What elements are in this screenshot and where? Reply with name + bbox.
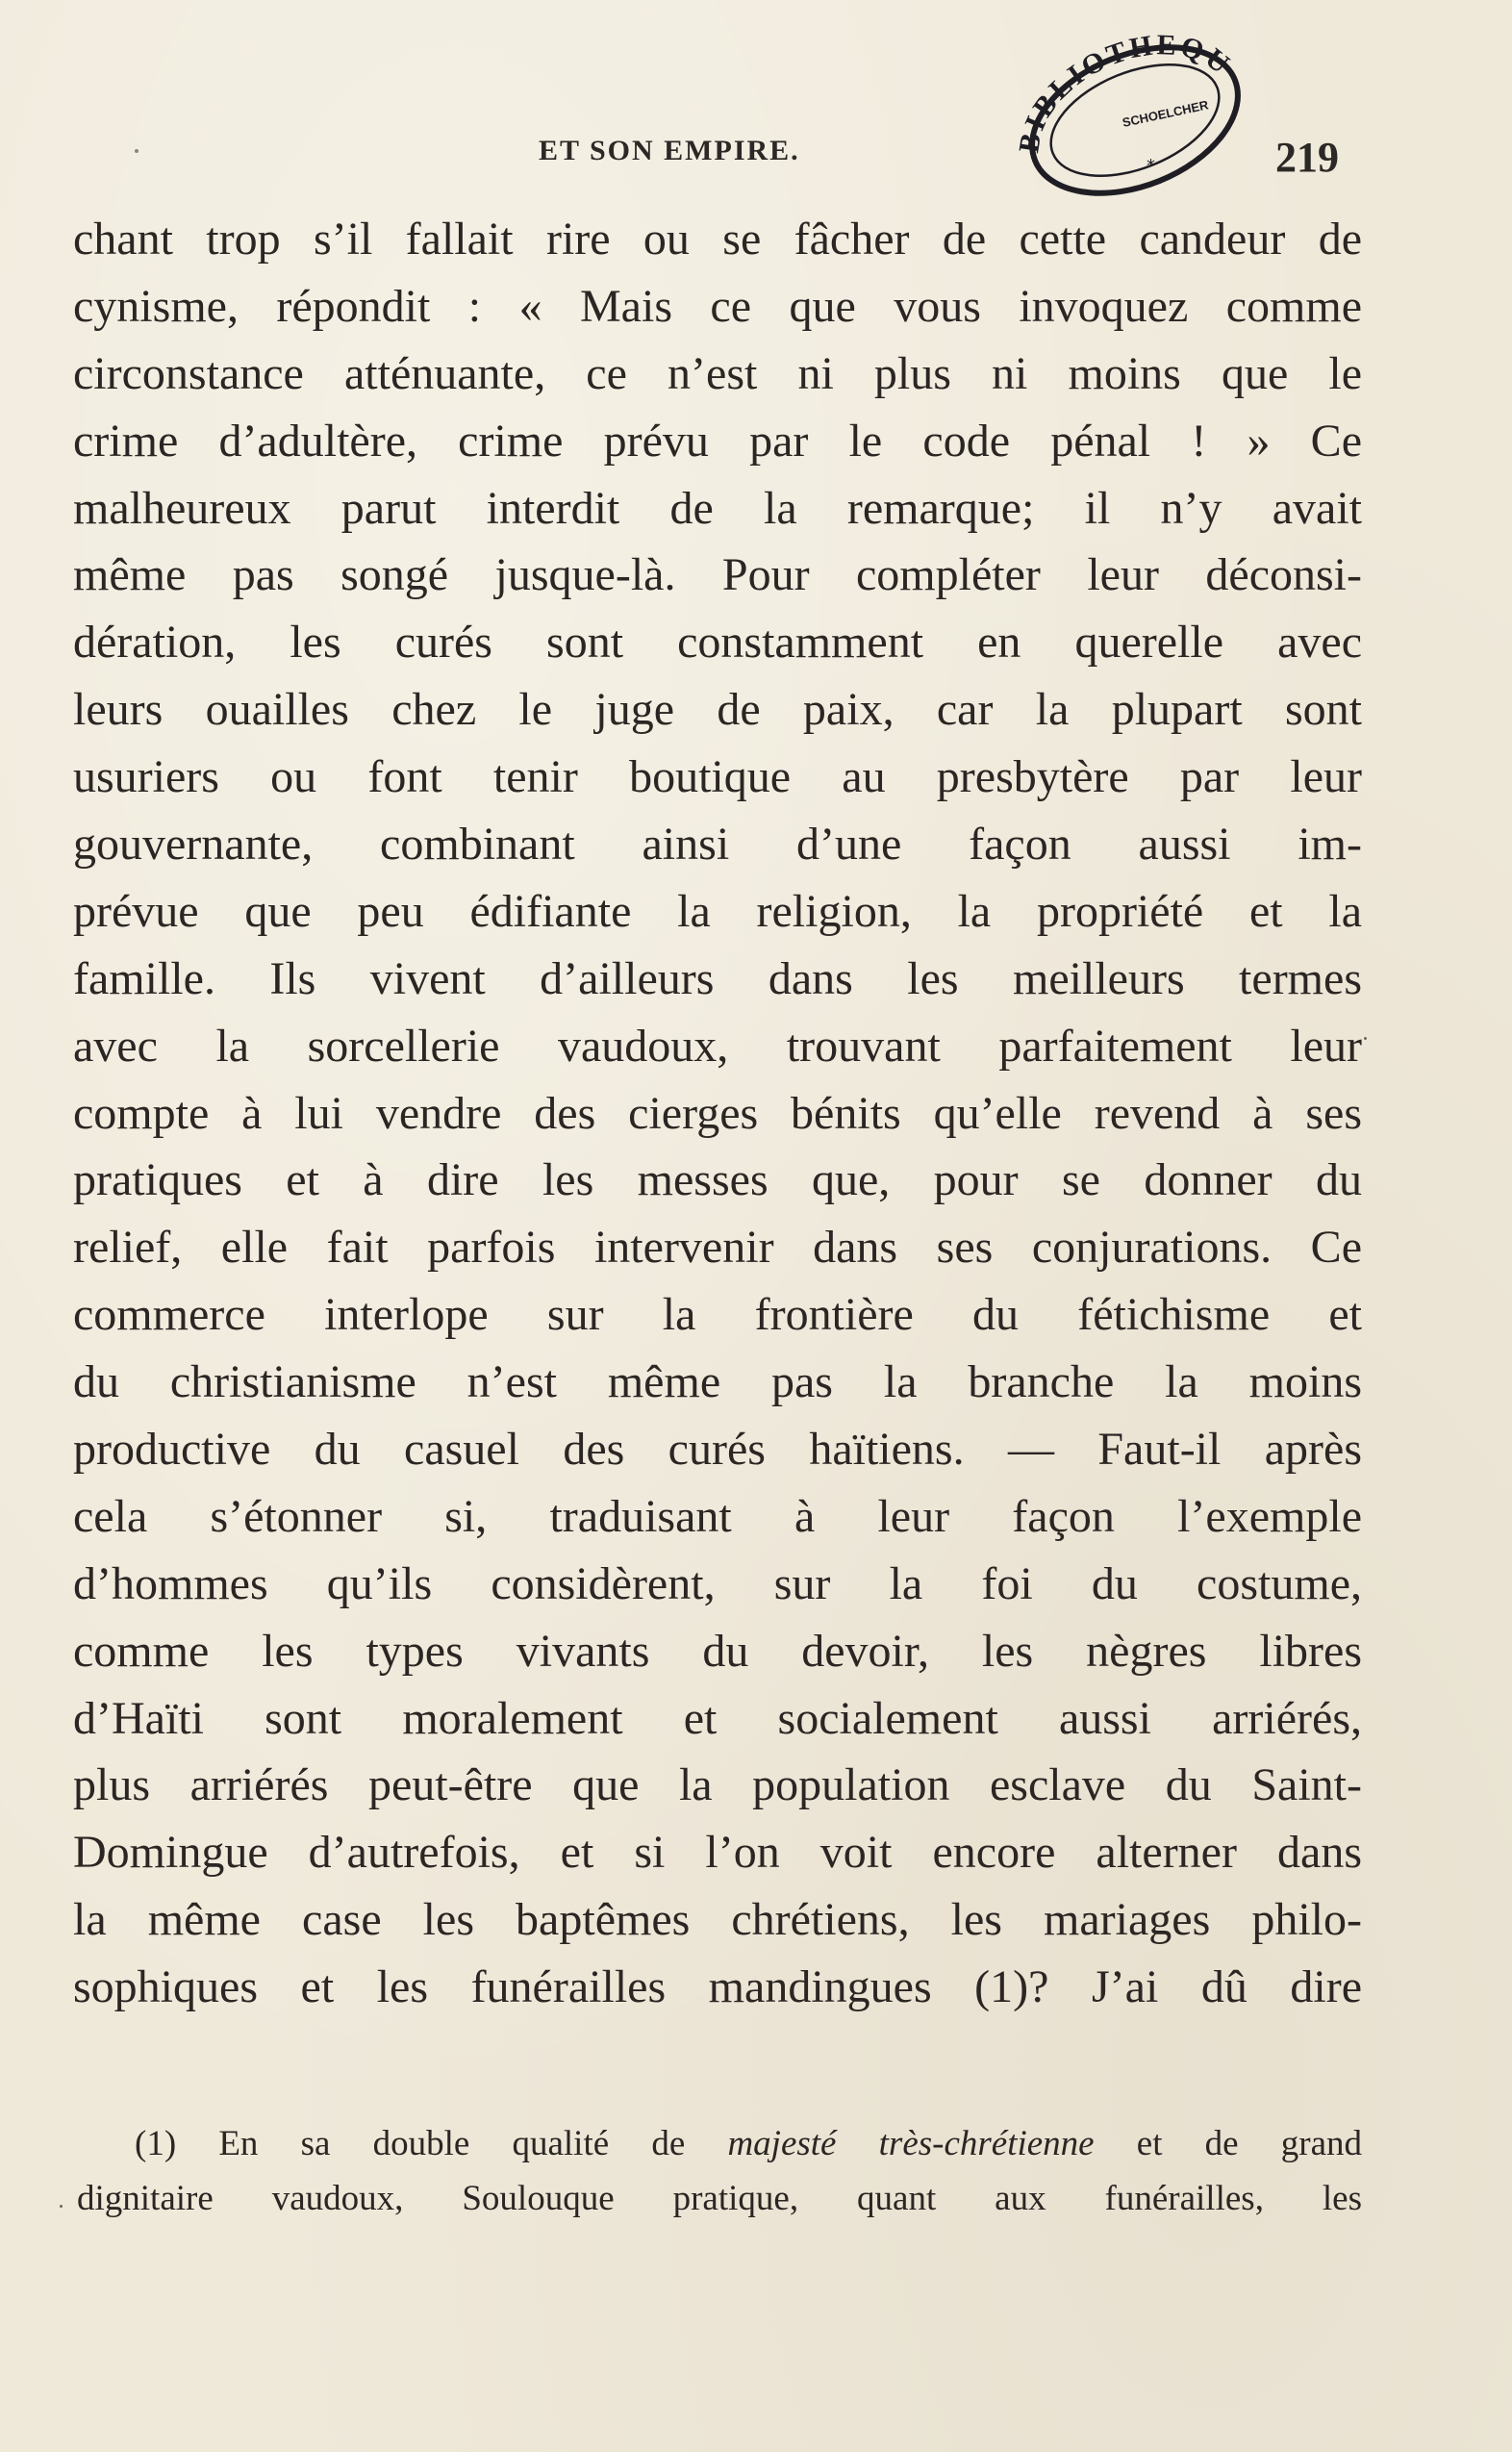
stamp-star-icon: *: [1147, 156, 1155, 176]
text-line: d’Haïti sont moralement et socialement aussi arriérés,: [73, 1692, 1362, 1744]
text-line: usuriers ou font tenir boutique au presbytère par leur: [73, 751, 1362, 803]
text-line: relief, elle fait parfois intervenir dans ses conjurations. Ce: [73, 1222, 1362, 1274]
footnote: [77, 2116, 1362, 2226]
text-line: leurs ouailles chez le juge de paix, car la plupart sont: [73, 684, 1362, 736]
text-line: Domingue d’autrefois, et si l’on voit encore alterner dans: [73, 1827, 1362, 1879]
text-line: la même case les baptêmes chrétiens, les mariages philo-: [73, 1894, 1362, 1946]
running-title: ET SON EMPIRE.: [539, 135, 800, 166]
footnote-line-2: dignitaire vaudoux, Soulouque pratique, quant aux funérailles, les: [77, 2179, 1362, 2218]
ink-speck: [60, 2205, 63, 2208]
text-line: avec la sorcellerie vaudoux, trouvant parfaitement leur: [73, 1020, 1362, 1072]
footnote-line-1: [77, 2116, 1362, 2171]
footnote-text: (1) En sa double qualité de: [135, 2124, 728, 2163]
svg-text:BIBLIOTHEQUE: [1000, 19, 1238, 155]
text-line: commerce interlope sur la frontière du fétichisme et: [73, 1289, 1362, 1341]
footnote-italic-text: majesté très-chrétienne: [727, 2124, 1095, 2163]
text-line: compte à lui vendre des cierges bénits qu’elle revend à ses: [73, 1087, 1362, 1139]
page-number: 219: [1275, 134, 1339, 181]
text-line: gouvernante, combinant ainsi d’une façon aussi im-: [73, 819, 1362, 871]
text-line: dération, les curés sont constamment en querelle avec: [73, 617, 1362, 669]
text-line: prévue que peu édifiante la religion, la propriété et la: [73, 885, 1362, 937]
ink-speck: [135, 149, 139, 153]
text-line: crime d’adultère, crime prévu par le code pénal ! » Ce: [73, 415, 1362, 467]
text-line: cynisme, répondit : « Mais ce que vous invoquez comme: [73, 280, 1362, 332]
text-line: comme les types vivants du devoir, les nègres libres: [73, 1625, 1362, 1677]
library-stamp: [1000, 19, 1250, 202]
text-line: même pas songé jusque-là. Pour compléter leur déconsi-: [73, 549, 1362, 601]
ink-speck: [1364, 1037, 1367, 1040]
text-line: chant trop s’il fallait rire ou se fâcher de cette candeur de: [73, 214, 1362, 265]
text-line: sophiques et les funérailles mandingues (1)? J’ai dû dire: [73, 1961, 1362, 2013]
text-line: productive du casuel des curés haïtiens. — Faut-il après: [73, 1424, 1362, 1476]
text-line: famille. Ils vivent d’ailleurs dans les meilleurs termes: [73, 952, 1362, 1004]
footnote-text: et de grand: [1094, 2124, 1363, 2163]
text-line: circonstance atténuante, ce n’est ni plus ni moins que le: [73, 347, 1362, 399]
stamp-collection-text: SCHOELCHER: [1121, 97, 1210, 130]
text-line: cela s’étonner si, traduisant à leur façon l’exemple: [73, 1490, 1362, 1542]
text-line: pratiques et à dire les messes que, pour se donner du: [73, 1154, 1362, 1206]
text-line: du christianisme n’est même pas la branche la moins: [73, 1356, 1362, 1408]
text-line: d’hommes qu’ils considèrent, sur la foi du costume,: [73, 1557, 1362, 1609]
text-line: plus arriérés peut-être que la population esclave du Saint-: [73, 1759, 1362, 1811]
text-line: malheureux parut interdit de la remarque; il n’y avait: [73, 482, 1362, 534]
stamp-library-text: BIBLIOTHEQU: [1013, 29, 1238, 156]
body-paragraph: [73, 206, 1362, 2021]
